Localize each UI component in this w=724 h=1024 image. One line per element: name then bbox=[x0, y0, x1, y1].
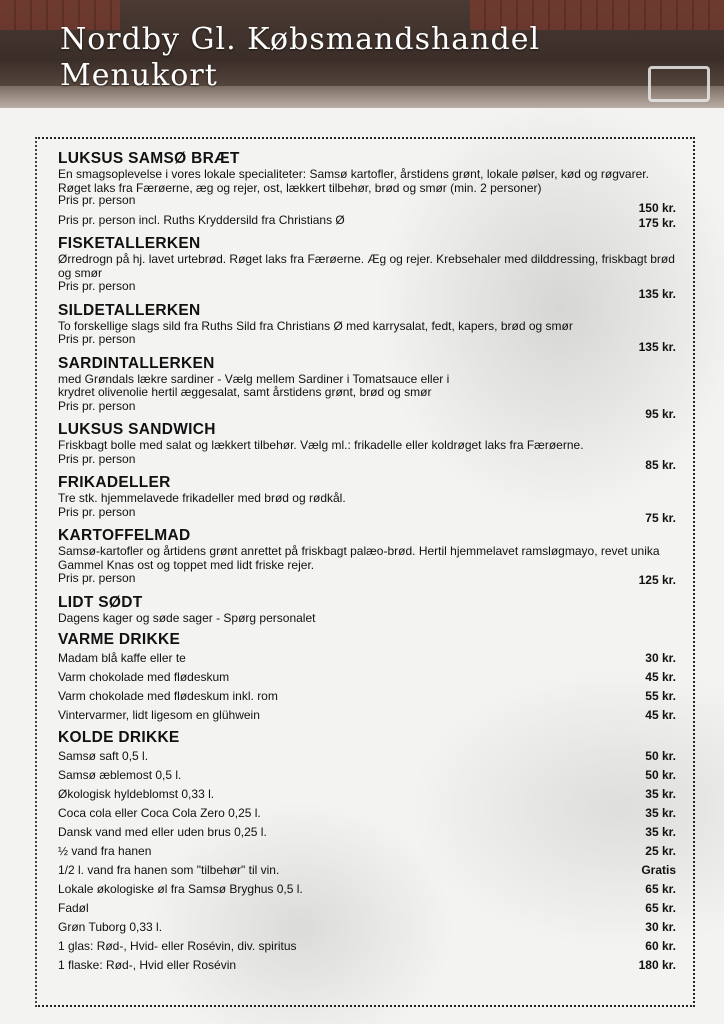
price-value: 95 kr. bbox=[645, 406, 676, 421]
cold-drinks-section bbox=[58, 729, 676, 975]
drink-row bbox=[58, 880, 676, 899]
drink-label: Grøn Tuborg 0,33 l. bbox=[58, 920, 163, 934]
price-row bbox=[58, 193, 676, 215]
drink-label: 1/2 l. vand fra hanen som "tilbehør" til vin. bbox=[58, 863, 280, 877]
drink-row bbox=[58, 766, 676, 785]
drink-price: 30 kr. bbox=[645, 920, 676, 934]
drink-label: Madam blå kaffe eller te bbox=[58, 651, 186, 665]
price-label: Pris pr. person incl. Ruths Kryddersild fra Christians Ø bbox=[58, 212, 345, 227]
drink-label: Samsø æblemost 0,5 l. bbox=[58, 768, 182, 782]
price-row bbox=[58, 279, 676, 301]
section-heading: LUKSUS SANDWICH bbox=[58, 421, 216, 438]
drink-label: 1 glas: Rød-, Hvid- eller Rosévin, div. spiritus bbox=[58, 939, 297, 953]
warm-drinks-section bbox=[58, 631, 676, 725]
menu-section bbox=[58, 527, 676, 586]
drink-price: 55 kr. bbox=[645, 689, 676, 703]
drink-row bbox=[58, 861, 676, 880]
section-heading: LUKSUS SAMSØ BRÆT bbox=[58, 150, 240, 167]
drink-price: 65 kr. bbox=[645, 882, 676, 896]
drink-label: Dansk vand med eller uden brus 0,25 l. bbox=[58, 825, 267, 839]
price-row bbox=[58, 504, 676, 525]
price-value: 75 kr. bbox=[645, 510, 676, 525]
price-label: Pris pr. person bbox=[58, 398, 136, 413]
menu-section bbox=[58, 235, 676, 301]
section-heading: KARTOFFELMAD bbox=[58, 527, 191, 544]
price-value: 85 kr. bbox=[645, 457, 676, 472]
section-heading: KOLDE DRIKKE bbox=[58, 729, 180, 746]
drink-row bbox=[58, 649, 676, 668]
drink-price: Gratis bbox=[641, 863, 676, 877]
price-value: 125 kr. bbox=[638, 573, 676, 587]
section-description: Friskbagt bolle med salat og lækkert tilbehør. Vælg ml.: frikadelle eller koldrøget laks fra Færøerne. bbox=[58, 438, 584, 452]
drink-row bbox=[58, 842, 676, 861]
section-description: med Grøndals lækre sardiner - Vælg mellem Sardiner i Tomatsauce eller i krydret olivenolie hertil æggesalat, samt årstidens grønt, brød og smør bbox=[58, 371, 450, 399]
drink-row bbox=[58, 956, 676, 975]
price-label: Pris pr. person bbox=[58, 504, 136, 519]
drink-price: 45 kr. bbox=[645, 670, 676, 684]
price-value: 135 kr. bbox=[638, 287, 676, 301]
section-description: Dagens kager og søde sager - Spørg personalet bbox=[58, 610, 316, 625]
price-row bbox=[58, 398, 676, 421]
drink-row bbox=[58, 937, 676, 956]
drink-label: Fadøl bbox=[58, 901, 89, 915]
drink-label: Økologisk hyldeblomst 0,33 l. bbox=[58, 787, 215, 801]
drink-label: Vintervarmer, lidt ligesom en glühwein bbox=[58, 708, 260, 722]
price-label: Pris pr. person bbox=[58, 571, 136, 585]
drink-label: Varm chokolade med flødeskum bbox=[58, 670, 230, 684]
section-description: En smagsoplevelse i vores lokale specialiteter: Samsø kartofler, årstidens grønt, lokale pølser, kød og røgvarer. Røget laks fra Færøerne, æg og rejer, ost, lækkert tilbehør, brød og smør (min. 2 personer) bbox=[58, 167, 649, 195]
drink-price: 45 kr. bbox=[645, 708, 676, 722]
section-heading: LIDT SØDT bbox=[58, 593, 143, 611]
price-label: Pris pr. person bbox=[58, 451, 136, 466]
drink-price: 65 kr. bbox=[645, 901, 676, 915]
drink-price: 180 kr. bbox=[638, 958, 676, 972]
drink-row bbox=[58, 747, 676, 766]
drink-row bbox=[58, 706, 676, 725]
price-label: Pris pr. person bbox=[58, 193, 136, 207]
menu-title: Menukort bbox=[60, 58, 218, 93]
drink-price: 60 kr. bbox=[645, 939, 676, 953]
drink-price: 35 kr. bbox=[645, 806, 676, 820]
price-label: Pris pr. person bbox=[58, 279, 136, 293]
drink-row bbox=[58, 687, 676, 706]
price-row bbox=[58, 572, 676, 586]
drink-label: Lokale økologiske øl fra Samsø Bryghus 0,5 l. bbox=[58, 882, 303, 896]
menu-section bbox=[58, 421, 676, 472]
restaurant-name: Nordby Gl. Købsmandshandel bbox=[60, 22, 541, 57]
price-row bbox=[58, 451, 676, 472]
section-description: Samsø-kartofler og årtidens grønt anrettet på friskbagt palæo-brød. Hertil hjemmelavet ramsløgmayo, revet unika Gammel Knas ost og toppet med lidt friske rejer. bbox=[58, 544, 660, 572]
price-row bbox=[58, 332, 676, 354]
section-heading: SARDINTALLERKEN bbox=[58, 354, 215, 372]
section-description: Tre stk. hjemmelavede frikadeller med brød og rødkål. bbox=[58, 491, 346, 505]
menu-section bbox=[58, 150, 676, 230]
section-heading: VARME DRIKKE bbox=[58, 631, 181, 648]
drink-price: 25 kr. bbox=[645, 844, 676, 858]
drink-price: 35 kr. bbox=[645, 787, 676, 801]
drink-price: 30 kr. bbox=[645, 651, 676, 665]
drink-label: Varm chokolade med flødeskum inkl. rom bbox=[58, 689, 278, 703]
menu-content bbox=[58, 150, 676, 983]
drink-label: 1 flaske: Rød-, Hvid eller Rosévin bbox=[58, 958, 237, 972]
drink-row bbox=[58, 823, 676, 842]
drink-label: Coca cola eller Coca Cola Zero 0,25 l. bbox=[58, 806, 261, 820]
drink-row bbox=[58, 785, 676, 804]
menu-section bbox=[58, 354, 676, 421]
section-heading: FRIKADELLER bbox=[58, 474, 171, 491]
chair-shape bbox=[648, 66, 710, 102]
drink-price: 50 kr. bbox=[645, 768, 676, 782]
section-heading: SILDETALLERKEN bbox=[58, 301, 201, 319]
drink-row bbox=[58, 804, 676, 823]
section-heading: FISKETALLERKEN bbox=[58, 235, 201, 252]
section-description: To forskellige slags sild fra Ruths Sild fra Christians Ø med karrysalat, fedt, kapers, brød og smør bbox=[58, 318, 573, 333]
menu-section bbox=[58, 301, 676, 354]
drink-price: 35 kr. bbox=[645, 825, 676, 839]
price-value: 150 kr. bbox=[638, 201, 676, 215]
menu-section bbox=[58, 594, 676, 626]
drink-row bbox=[58, 668, 676, 687]
price-value: 175 kr. bbox=[638, 215, 676, 230]
section-description: Ørredrogn på hj. lavet urtebrød. Røget laks fra Færøerne. Æg og rejer. Krebsehaler med dilddressing, friskbagt brød og smør bbox=[58, 252, 675, 280]
drink-row bbox=[58, 918, 676, 937]
drink-row bbox=[58, 899, 676, 918]
price-value: 135 kr. bbox=[638, 340, 676, 354]
menu-section bbox=[58, 474, 676, 525]
drink-price: 50 kr. bbox=[645, 749, 676, 763]
price-label: Pris pr. person bbox=[58, 332, 136, 346]
header-photo bbox=[0, 0, 724, 108]
price-row bbox=[58, 214, 676, 228]
drink-label: Samsø saft 0,5 l. bbox=[58, 749, 149, 763]
drink-label: ½ vand fra hanen bbox=[58, 844, 152, 858]
